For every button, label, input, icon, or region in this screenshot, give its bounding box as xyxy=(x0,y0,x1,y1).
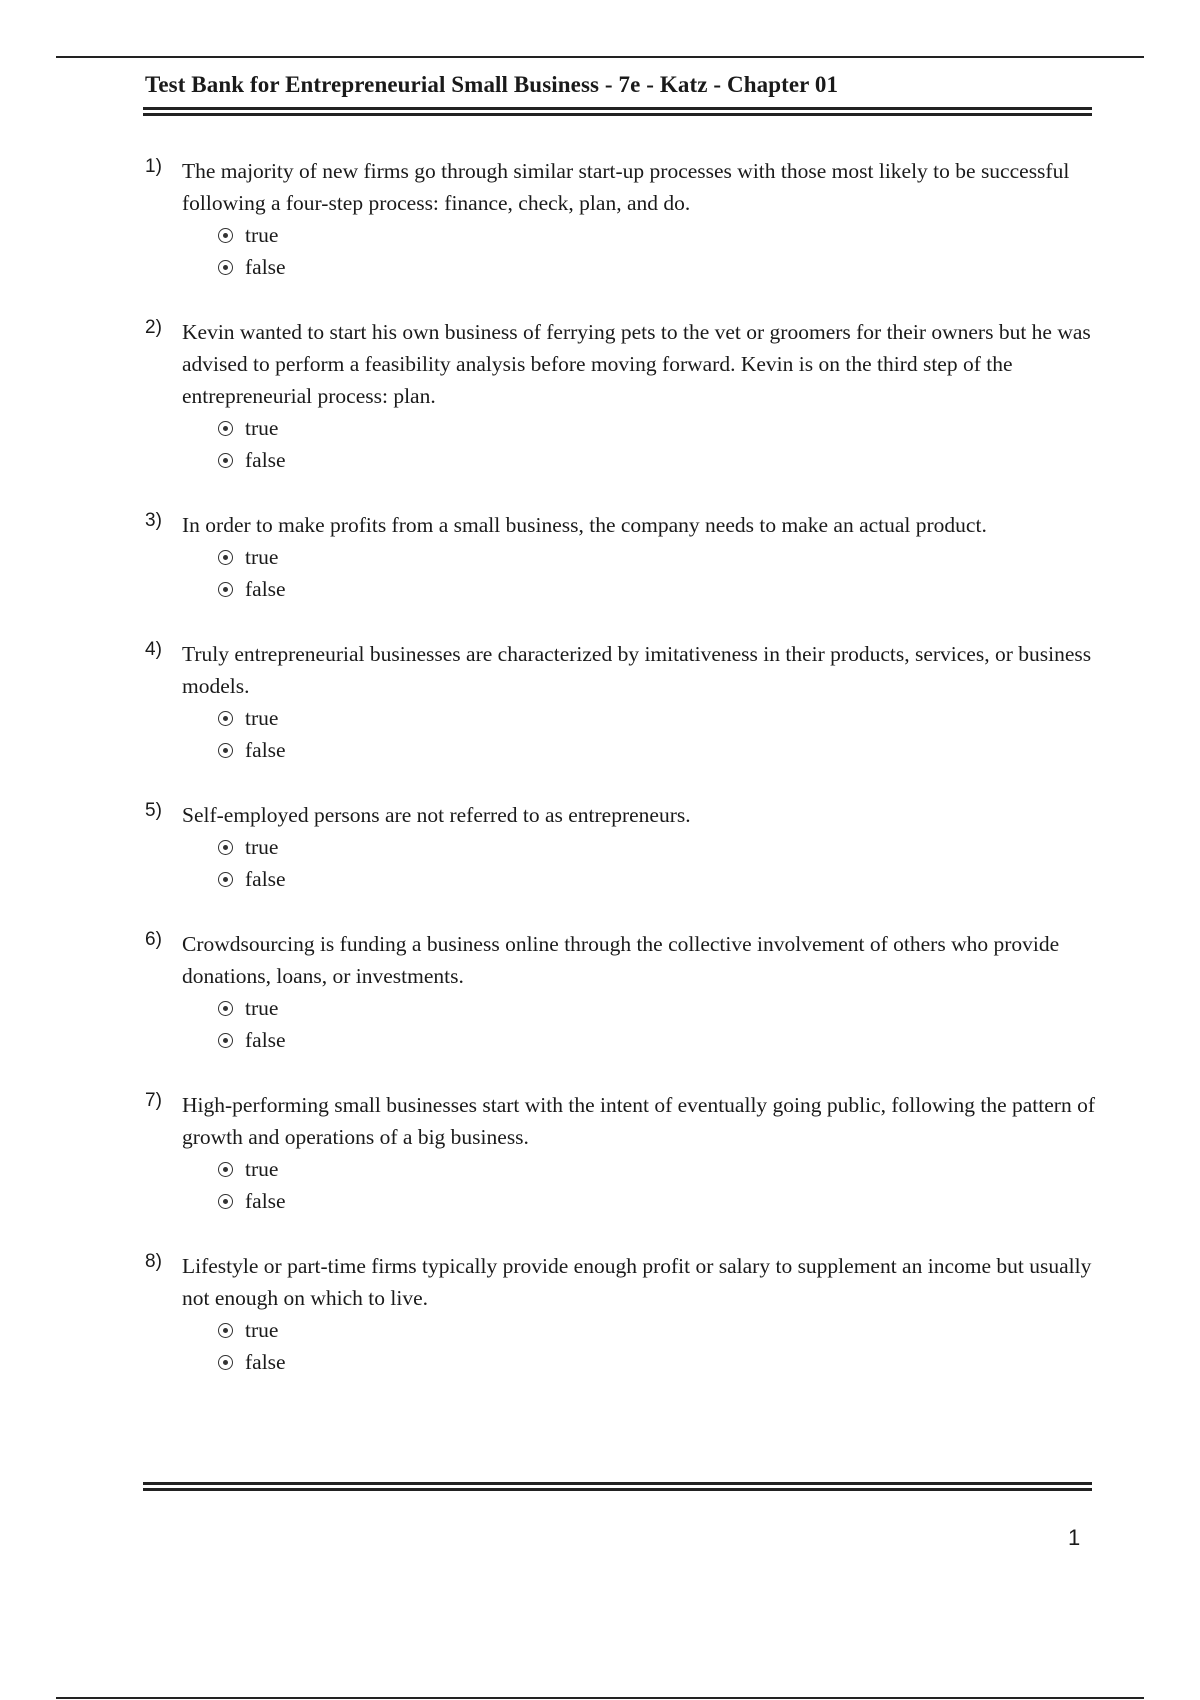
answer-options xyxy=(218,219,1095,283)
radio-icon[interactable] xyxy=(218,260,233,275)
question-7 xyxy=(145,1089,1095,1217)
radio-icon[interactable] xyxy=(218,1001,233,1016)
question-text: Truly entrepreneurial businesses are characterized by imitativeness in their products, services, or business models. xyxy=(182,642,1092,698)
question-text: Self-employed persons are not referred to as entrepreneurs. xyxy=(182,803,691,827)
question-number: 5) xyxy=(145,800,162,821)
question-text: Kevin wanted to start his own business of ferrying pets to the vet or groomers for their owners but he was advised to perform a feasibility analysis before moving forward. Kevin is on the third step of the entrepreneurial process: plan. xyxy=(182,320,1091,408)
radio-icon[interactable] xyxy=(218,1355,233,1370)
radio-icon[interactable] xyxy=(218,1162,233,1177)
option-true[interactable] xyxy=(218,219,1095,251)
option-label: false xyxy=(245,1189,286,1213)
option-false[interactable] xyxy=(218,1346,1095,1378)
option-false[interactable] xyxy=(218,1185,1095,1217)
radio-icon[interactable] xyxy=(218,228,233,243)
option-true[interactable] xyxy=(218,702,1095,734)
question-number: 8) xyxy=(145,1251,162,1272)
radio-icon[interactable] xyxy=(218,453,233,468)
option-true[interactable] xyxy=(218,541,1095,573)
radio-icon[interactable] xyxy=(218,840,233,855)
option-false[interactable] xyxy=(218,734,1095,766)
question-6 xyxy=(145,928,1095,1056)
option-true[interactable] xyxy=(218,1153,1095,1185)
question-number: 3) xyxy=(145,510,162,531)
question-text: Lifestyle or part-time firms typically provide enough profit or salary to supplement an income but usually not enough on which to live. xyxy=(182,1254,1092,1310)
option-label: false xyxy=(245,255,286,279)
radio-icon[interactable] xyxy=(218,421,233,436)
question-list xyxy=(145,155,1095,1411)
option-label: false xyxy=(245,738,286,762)
question-2 xyxy=(145,316,1095,476)
option-true[interactable] xyxy=(218,1314,1095,1346)
question-3 xyxy=(145,509,1095,605)
option-label: true xyxy=(245,1318,279,1342)
option-label: true xyxy=(245,1157,279,1181)
option-label: false xyxy=(245,1028,286,1052)
question-number: 1) xyxy=(145,156,162,177)
question-number: 6) xyxy=(145,929,162,950)
option-false[interactable] xyxy=(218,444,1095,476)
answer-options xyxy=(218,1314,1095,1378)
question-text: In order to make profits from a small business, the company needs to make an actual product. xyxy=(182,513,987,537)
option-false[interactable] xyxy=(218,863,1095,895)
question-5 xyxy=(145,799,1095,895)
answer-options xyxy=(218,702,1095,766)
radio-icon[interactable] xyxy=(218,1194,233,1209)
radio-icon[interactable] xyxy=(218,711,233,726)
option-true[interactable] xyxy=(218,412,1095,444)
radio-icon[interactable] xyxy=(218,743,233,758)
option-label: false xyxy=(245,577,286,601)
option-label: true xyxy=(245,416,279,440)
option-false[interactable] xyxy=(218,1024,1095,1056)
option-false[interactable] xyxy=(218,251,1095,283)
document-title: Test Bank for Entrepreneurial Small Business - 7e - Katz - Chapter 01 xyxy=(145,72,839,97)
page-bottom-border xyxy=(56,1697,1144,1699)
option-label: false xyxy=(245,1350,286,1374)
question-text: Crowdsourcing is funding a business online through the collective involvement of others who provide donations, loans, or investments. xyxy=(182,932,1060,988)
answer-options xyxy=(218,1153,1095,1217)
option-label: true xyxy=(245,706,279,730)
radio-icon[interactable] xyxy=(218,550,233,565)
radio-icon[interactable] xyxy=(218,582,233,597)
page-number: 1 xyxy=(1068,1525,1081,1550)
option-label: true xyxy=(245,835,279,859)
option-label: true xyxy=(245,223,279,247)
question-4 xyxy=(145,638,1095,766)
answer-options xyxy=(218,831,1095,895)
question-text: The majority of new firms go through similar start-up processes with those most likely to be successful following a four-step process: finance, check, plan, and do. xyxy=(182,159,1070,215)
question-number: 7) xyxy=(145,1090,162,1111)
page-top-border xyxy=(56,56,1144,58)
option-label: false xyxy=(245,448,286,472)
question-text: High-performing small businesses start with the intent of eventually going public, following the pattern of growth and operations of a big business. xyxy=(182,1093,1095,1149)
question-1 xyxy=(145,155,1095,283)
answer-options xyxy=(218,992,1095,1056)
answer-options xyxy=(218,541,1095,605)
option-label: true xyxy=(245,996,279,1020)
option-true[interactable] xyxy=(218,831,1095,863)
question-number: 2) xyxy=(145,317,162,338)
question-8 xyxy=(145,1250,1095,1378)
radio-icon[interactable] xyxy=(218,1323,233,1338)
option-label: true xyxy=(245,545,279,569)
option-label: false xyxy=(245,867,286,891)
header-double-rule xyxy=(143,107,1092,116)
radio-icon[interactable] xyxy=(218,1033,233,1048)
option-false[interactable] xyxy=(218,573,1095,605)
footer-double-rule xyxy=(143,1482,1092,1491)
option-true[interactable] xyxy=(218,992,1095,1024)
question-number: 4) xyxy=(145,639,162,660)
radio-icon[interactable] xyxy=(218,872,233,887)
answer-options xyxy=(218,412,1095,476)
